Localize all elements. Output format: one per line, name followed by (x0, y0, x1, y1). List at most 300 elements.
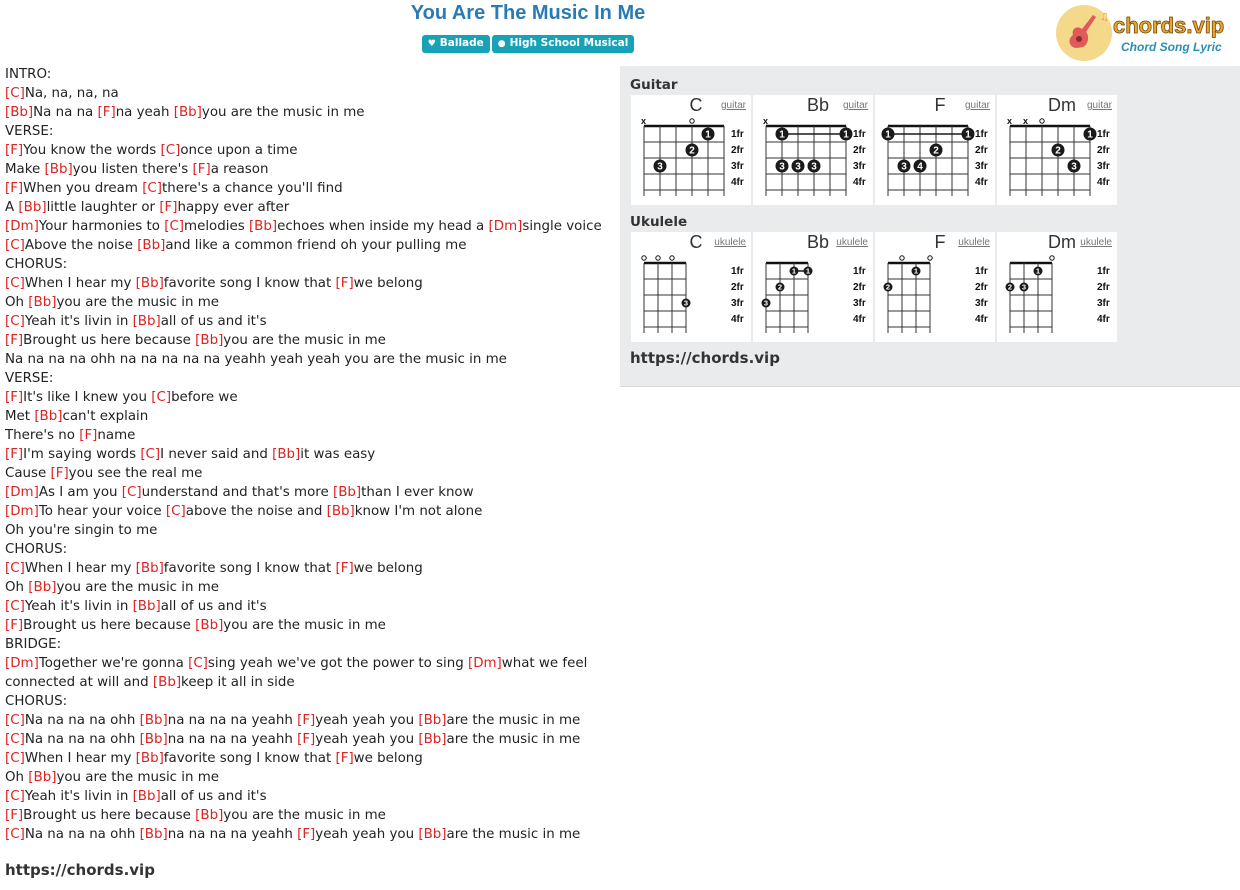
lyric-text: When I hear my (24, 751, 136, 766)
lyric-text: a reason (210, 162, 269, 177)
chord-tag[interactable]: [C] (5, 561, 25, 576)
chord-tag[interactable]: [Bb] (28, 580, 57, 595)
chord-tag[interactable]: [C] (160, 143, 181, 158)
lyric-text: all of us and it's (160, 599, 267, 614)
fret-label: 1fr (853, 266, 866, 277)
lyric-line (5, 673, 610, 692)
open-string-marker (1050, 256, 1054, 260)
lyric-text: sing yeah we've got the power to sing (207, 656, 468, 671)
chord-name: Bb (806, 232, 830, 252)
chord-diagram (753, 95, 873, 205)
fret-label: 1fr (975, 129, 988, 140)
lyric-text: happy ever after (177, 200, 290, 215)
fret-label: 4fr (853, 314, 866, 325)
lyric-line (5, 388, 610, 407)
lyric-text: na na na na yeahh (167, 732, 298, 747)
lyric-text: can't explain (62, 409, 149, 424)
chord-card-dm[interactable] (997, 232, 1117, 342)
lyric-line (5, 787, 610, 806)
finger-number: 3 (657, 161, 663, 173)
chord-tag[interactable]: [Dm] (488, 219, 523, 234)
chord-tag[interactable]: [C] (5, 713, 25, 728)
chord-tag[interactable]: [Bb] (139, 713, 168, 728)
chord-tag[interactable]: [C] (5, 789, 25, 804)
lyric-text: name (97, 428, 136, 443)
chord-tag[interactable]: [Dm] (5, 219, 39, 234)
tag-artist[interactable] (492, 35, 635, 53)
lyric-text: you are the music in me (56, 295, 220, 310)
fret-label: 3fr (975, 298, 988, 309)
chord-card-bb[interactable] (753, 95, 873, 205)
finger-number: 2 (689, 145, 695, 157)
finger-number: 1 (1087, 129, 1093, 141)
chord-card-c[interactable] (631, 95, 751, 205)
lyric-text: we belong (353, 751, 423, 766)
chord-tag[interactable]: [F] (97, 105, 116, 120)
lyric-text: you are the music in me (56, 770, 220, 785)
lyric-line (5, 369, 610, 388)
chord-tag[interactable]: [F] (335, 751, 354, 766)
lyric-text: are the music in me (446, 713, 581, 728)
tag-label: Ballade (439, 37, 484, 49)
lyric-line (5, 350, 610, 369)
lyric-text: connected at will and (5, 675, 153, 690)
chord-tag[interactable]: [Bb] (418, 732, 447, 747)
chord-tag[interactable]: [Bb] (132, 599, 161, 614)
lyric-text: yeah yeah you (315, 732, 419, 747)
lyric-text: Yeah it's livin in (24, 789, 133, 804)
lyric-line (5, 160, 610, 179)
lyric-text: all of us and it's (160, 789, 267, 804)
fret-label: 3fr (731, 161, 744, 172)
lyric-text: Oh (5, 295, 29, 310)
chord-tag[interactable]: [Bb] (248, 219, 278, 234)
chord-diagrams-panel (620, 66, 1240, 387)
instrument-link[interactable]: ukulele (1080, 237, 1112, 248)
chord-card-bb[interactable] (753, 232, 873, 342)
footer-link[interactable]: https://chords.vip (5, 861, 155, 879)
chord-tag[interactable]: [C] (5, 238, 25, 253)
fret-label: 3fr (975, 161, 988, 172)
lyric-line (5, 559, 610, 578)
tag-genre[interactable] (422, 35, 490, 53)
lyric-text: INTRO: (5, 67, 52, 82)
logo-wordmark: chords.vip (1113, 13, 1225, 38)
instrument-link[interactable]: guitar (720, 100, 746, 111)
chord-tag[interactable]: [C] (5, 86, 25, 101)
fret-label: 4fr (731, 177, 744, 188)
chord-name: Dm (1048, 232, 1076, 252)
lyric-line (5, 274, 610, 293)
chord-name: C (689, 232, 703, 252)
chord-tag[interactable]: [Bb] (132, 314, 161, 329)
panel-link[interactable]: https://chords.vip (630, 349, 780, 367)
chord-name: Dm (1048, 95, 1076, 115)
chord-tag[interactable]: [F] (5, 447, 24, 462)
lyric-text: Yeah it's livin in (24, 314, 133, 329)
lyric-line (5, 426, 610, 445)
lyric-text: Met (5, 409, 35, 424)
lyric-text: you are the music in me (223, 808, 386, 823)
chord-tag[interactable]: [F] (297, 827, 316, 842)
lyric-text: Na na na na ohh (24, 732, 140, 747)
lyric-text: Oh (5, 770, 29, 785)
open-string-marker (928, 256, 932, 260)
lyric-text: it was easy (300, 447, 376, 462)
lyric-line (5, 103, 610, 122)
chord-diagram (753, 232, 873, 342)
chord-diagram (631, 95, 751, 205)
chord-diagram (997, 232, 1117, 342)
finger-number: 3 (811, 161, 817, 173)
fret-label: 2fr (1097, 282, 1110, 293)
lyric-text: all of us and it's (160, 314, 267, 329)
muted-string-marker: x (763, 116, 769, 126)
chord-tag[interactable]: [C] (164, 219, 185, 234)
finger-number: 2 (777, 282, 783, 292)
fret-label: 4fr (731, 314, 744, 325)
lyric-line (5, 141, 610, 160)
lyric-text: It's like I knew you (23, 390, 152, 405)
lyric-text: echoes when inside my head a (277, 219, 489, 234)
lyric-line (5, 179, 610, 198)
lyric-line (5, 711, 610, 730)
chord-tag[interactable]: [C] (5, 599, 25, 614)
lyric-text: single voice (522, 219, 602, 234)
lyric-line (5, 502, 610, 521)
lyric-text: Na, na, na, na (24, 86, 119, 101)
finger-number: 3 (779, 161, 785, 173)
guitar-heading: Guitar (630, 77, 678, 93)
lyric-text: know I'm not alone (354, 504, 483, 519)
fret-label: 4fr (853, 177, 866, 188)
lyric-line (5, 654, 610, 673)
chord-tag[interactable]: [Bb] (139, 732, 168, 747)
chord-tag[interactable]: [Bb] (135, 751, 164, 766)
chord-tag[interactable]: [Bb] (195, 618, 224, 633)
chord-tag[interactable]: [F] (5, 143, 24, 158)
instrument-link[interactable]: ukulele (958, 237, 990, 248)
fret-label: 3fr (1097, 298, 1110, 309)
site-logo[interactable] (1055, 3, 1235, 63)
open-string-marker (642, 256, 646, 260)
chord-tag[interactable]: [Bb] (137, 238, 166, 253)
instrument-link[interactable]: guitar (964, 100, 990, 111)
lyric-text: A (5, 200, 19, 215)
lyric-text: we belong (353, 276, 423, 291)
open-string-marker (900, 256, 904, 260)
finger-number: 1 (791, 266, 797, 276)
chord-tag[interactable]: [Bb] (135, 276, 164, 291)
chord-tag[interactable]: [C] (151, 390, 172, 405)
lyric-text: yeah yeah you (315, 827, 419, 842)
lyric-text: You know the words (23, 143, 161, 158)
chord-tag[interactable]: [C] (5, 314, 25, 329)
fret-label: 2fr (731, 282, 744, 293)
ukulele-heading: Ukulele (630, 214, 688, 230)
fret-label: 1fr (975, 266, 988, 277)
tag-label: High School Musical (509, 37, 629, 49)
lyric-text: you listen there's (72, 162, 193, 177)
finger-number: 1 (805, 266, 811, 276)
chord-tag[interactable]: [Bb] (272, 447, 301, 462)
lyric-line (5, 331, 610, 350)
lyric-line (5, 749, 610, 768)
instrument-link[interactable]: guitar (1086, 100, 1112, 111)
instrument-link[interactable]: ukulele (714, 237, 746, 248)
lyric-line (5, 312, 610, 331)
chord-tag[interactable]: [Bb] (173, 105, 202, 120)
lyric-text: VERSE: (5, 124, 54, 139)
finger-number: 2 (885, 282, 891, 292)
lyrics-body (5, 65, 610, 844)
lyric-text: melodies (184, 219, 249, 234)
finger-number: 1 (843, 129, 849, 141)
tag-list (0, 35, 1056, 53)
lyric-line (5, 217, 610, 236)
lyric-text: There's no (5, 428, 80, 443)
chord-tag[interactable]: [F] (5, 181, 24, 196)
lyric-text: When I hear my (24, 276, 136, 291)
finger-number: 1 (965, 129, 971, 141)
finger-number: 2 (1007, 282, 1013, 292)
finger-number: 2 (1055, 145, 1061, 157)
chord-tag[interactable]: [C] (5, 751, 25, 766)
chord-name: C (689, 95, 703, 115)
lyric-text: Oh you're singin to me (5, 523, 158, 538)
fret-label: 2fr (731, 145, 744, 156)
finger-number: 3 (1021, 282, 1027, 292)
finger-number: 3 (763, 298, 769, 308)
lyric-text: Make (5, 162, 45, 177)
fret-label: 3fr (1097, 161, 1110, 172)
chord-tag[interactable]: [Bb] (195, 808, 224, 823)
lyric-text: CHORUS: (5, 542, 68, 557)
chord-name: Bb (806, 95, 830, 115)
chord-tag[interactable]: [Bb] (152, 675, 182, 690)
fret-label: 1fr (1097, 266, 1110, 277)
lyric-line (5, 236, 610, 255)
lyric-line (5, 483, 610, 502)
lyric-text: we belong (353, 561, 423, 576)
chord-card-dm[interactable] (997, 95, 1117, 205)
chord-diagram (997, 95, 1117, 205)
chord-tag[interactable]: [C] (5, 276, 25, 291)
chord-tag[interactable]: [Bb] (28, 770, 57, 785)
muted-string-marker: x (1007, 116, 1013, 126)
chord-tag[interactable]: [F] (79, 428, 98, 443)
lyric-text: Na na na na ohh (24, 827, 140, 842)
lyric-text: you are the music in me (223, 333, 386, 348)
fret-label: 1fr (853, 129, 866, 140)
fret-label: 4fr (1097, 177, 1110, 188)
lyric-text: favorite song I know that (163, 276, 336, 291)
finger-number: 3 (1071, 161, 1077, 173)
chord-tag[interactable]: [Bb] (44, 162, 73, 177)
chord-tag[interactable]: [C] (5, 827, 25, 842)
chord-tag[interactable]: [F] (159, 200, 178, 215)
finger-number: 1 (913, 266, 919, 276)
finger-number: 4 (917, 161, 923, 173)
lyric-text: are the music in me (446, 827, 581, 842)
lyric-line (5, 255, 610, 274)
chord-tag[interactable]: [F] (5, 390, 24, 405)
chord-tag[interactable]: [Bb] (18, 200, 47, 215)
finger-number: 3 (901, 161, 907, 173)
lyric-line (5, 768, 610, 787)
fret-label: 2fr (975, 282, 988, 293)
lyric-text: CHORUS: (5, 257, 68, 272)
logo-tagline: Chord Song Lyric (1121, 40, 1222, 54)
chord-tag[interactable]: [Bb] (5, 105, 34, 120)
instrument-link[interactable]: guitar (842, 100, 868, 111)
muted-string-marker: x (641, 116, 647, 126)
lyric-text: you are the music in me (223, 618, 386, 633)
chord-tag[interactable]: [F] (5, 618, 24, 633)
fret-label: 3fr (731, 298, 744, 309)
lyric-text: there's a chance you'll find (162, 181, 343, 196)
open-string-marker (670, 256, 674, 260)
chord-tag[interactable]: [Bb] (418, 713, 447, 728)
chord-tag[interactable]: [C] (142, 181, 162, 196)
muted-string-marker: x (1023, 116, 1029, 126)
chord-tag[interactable]: [F] (192, 162, 211, 177)
fret-label: 4fr (1097, 314, 1110, 325)
chord-tag[interactable]: [C] (121, 485, 142, 500)
svg-text:♫: ♫ (1100, 12, 1109, 23)
lyric-line (5, 521, 610, 540)
lyric-text: When I hear my (24, 561, 136, 576)
user-icon: ● (497, 39, 506, 49)
lyric-text: Cause (5, 466, 51, 481)
lyric-text: Oh (5, 580, 29, 595)
lyric-line (5, 198, 610, 217)
fret-label: 4fr (975, 177, 988, 188)
lyric-text: favorite song I know that (163, 561, 336, 576)
lyric-text: na na na na yeahh (167, 713, 298, 728)
chord-tag[interactable]: [Bb] (195, 333, 224, 348)
chord-tag[interactable]: [Bb] (132, 789, 161, 804)
finger-number: 1 (779, 129, 785, 141)
open-string-marker (690, 119, 694, 123)
lyric-line (5, 635, 610, 654)
lyric-text: Na na na na ohh na na na na na yeahh yeah yeah you are the music in me (5, 352, 507, 367)
chord-tag[interactable]: [Bb] (139, 827, 168, 842)
lyric-line (5, 616, 610, 635)
lyric-text: are the music in me (446, 732, 581, 747)
lyric-line (5, 597, 610, 616)
chord-tag[interactable]: [F] (297, 732, 316, 747)
chord-tag[interactable]: [F] (335, 276, 354, 291)
fret-label: 1fr (1097, 129, 1110, 140)
chord-tag[interactable]: [C] (5, 732, 25, 747)
chord-tag[interactable]: [Bb] (34, 409, 63, 424)
lyric-line (5, 407, 610, 426)
chord-tag[interactable]: [F] (335, 561, 354, 576)
lyric-line (5, 65, 610, 84)
lyric-line (5, 578, 610, 597)
chord-tag[interactable]: [Bb] (418, 827, 447, 842)
chord-tag[interactable]: [Bb] (333, 485, 362, 500)
chord-card-c[interactable] (631, 232, 751, 342)
lyric-text: before we (171, 390, 238, 405)
lyric-text: keep it all in side (181, 675, 295, 690)
chord-diagram (631, 232, 751, 342)
fret-label: 2fr (975, 145, 988, 156)
chord-tag[interactable]: [F] (50, 466, 69, 481)
lyric-line (5, 692, 610, 711)
open-string-marker (1040, 119, 1044, 123)
fret-label: 3fr (853, 161, 866, 172)
lyric-line (5, 464, 610, 483)
lyric-line (5, 293, 610, 312)
finger-number: 2 (933, 145, 939, 157)
finger-number: 1 (1035, 266, 1041, 276)
fret-label: 2fr (853, 145, 866, 156)
fret-label: 2fr (853, 282, 866, 293)
chord-tag[interactable]: [C] (188, 656, 208, 671)
chord-diagram (875, 95, 995, 205)
lyric-text: Together we're gonna (38, 656, 189, 671)
fret-label: 4fr (975, 314, 988, 325)
lyric-line (5, 122, 610, 141)
chord-tag[interactable]: [F] (5, 333, 24, 348)
lyric-text: I'm saying words (23, 447, 141, 462)
fret-label: 2fr (1097, 145, 1110, 156)
lyric-text: Brought us here because (23, 618, 196, 633)
chord-tag[interactable]: [Bb] (326, 504, 355, 519)
chord-tag[interactable]: [F] (5, 808, 24, 823)
finger-number: 3 (795, 161, 801, 173)
chord-tag[interactable]: [C] (140, 447, 161, 462)
chord-tag[interactable]: [Dm] (5, 504, 39, 519)
lyric-text: As I am you (38, 485, 122, 500)
lyric-line (5, 84, 610, 103)
chord-card-f[interactable] (875, 232, 995, 342)
lyric-text: than I ever know (361, 485, 474, 500)
finger-number: 1 (885, 129, 891, 141)
chord-tag[interactable]: [Dm] (5, 656, 39, 671)
chord-name: F (934, 232, 946, 252)
chord-tag[interactable]: [C] (165, 504, 186, 519)
lyric-line (5, 825, 610, 844)
lyric-line (5, 445, 610, 464)
chord-tag[interactable]: [F] (297, 713, 316, 728)
chord-card-f[interactable] (875, 95, 995, 205)
lyric-text: na na na na yeahh (167, 827, 298, 842)
instrument-link[interactable]: ukulele (836, 237, 868, 248)
lyric-text: Above the noise (24, 238, 138, 253)
heart-icon: ♥ (427, 39, 436, 49)
lyric-text: Na na na (33, 105, 98, 120)
lyric-text: BRIDGE: (5, 637, 62, 652)
lyric-text: above the noise and (185, 504, 327, 519)
fret-label: 1fr (731, 129, 744, 140)
lyric-text: favorite song I know that (163, 751, 336, 766)
lyric-text: Yeah it's livin in (24, 599, 133, 614)
lyric-text: Brought us here because (23, 808, 196, 823)
fret-label: 3fr (853, 298, 866, 309)
chord-tag[interactable]: [Bb] (135, 561, 164, 576)
chord-name: F (934, 95, 946, 115)
lyric-text: you see the real me (68, 466, 203, 481)
chord-tag[interactable]: [Bb] (28, 295, 57, 310)
lyric-text: you are the music in me (56, 580, 220, 595)
chord-tag[interactable]: [Dm] (467, 656, 502, 671)
chord-tag[interactable]: [Dm] (5, 485, 39, 500)
chord-diagram (875, 232, 995, 342)
open-string-marker (656, 256, 660, 260)
